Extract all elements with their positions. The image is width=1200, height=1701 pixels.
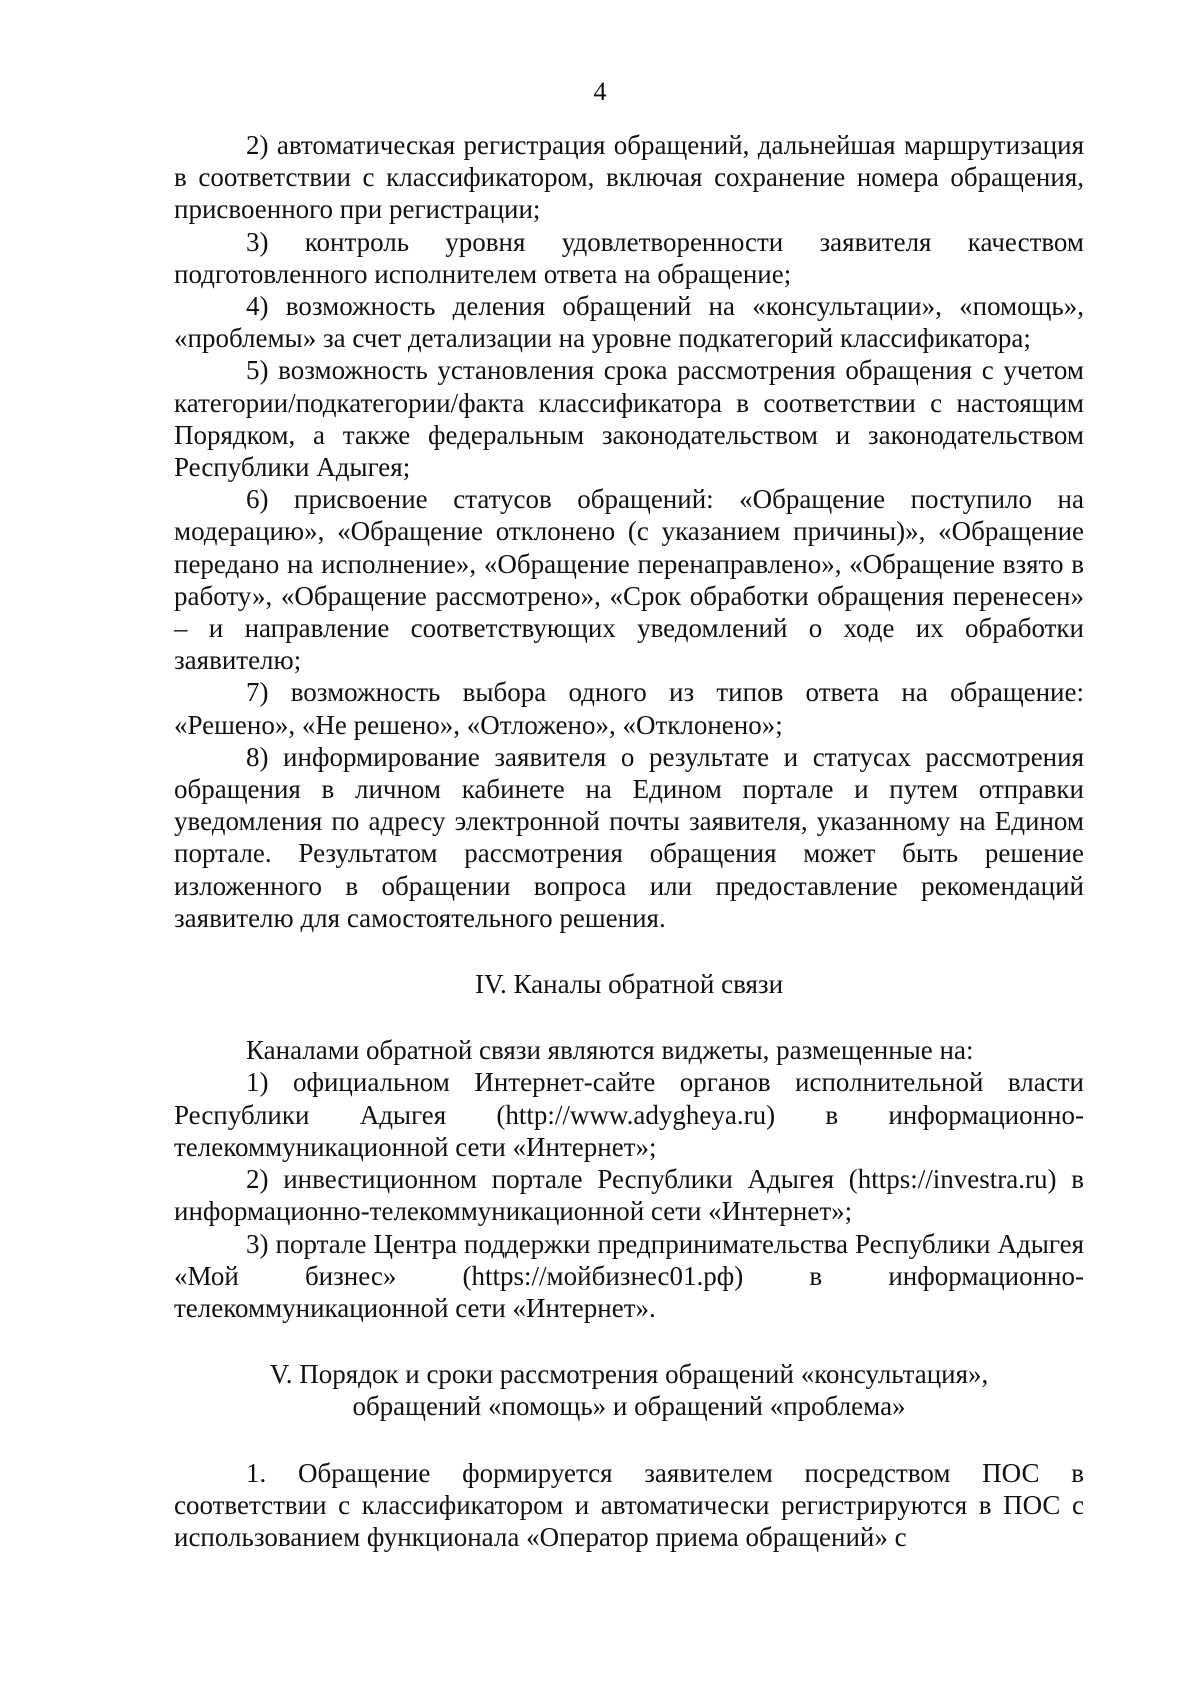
document-body xyxy=(174,129,1084,1553)
section-5-heading xyxy=(174,1358,1084,1422)
list-item-7: 7) возможность выбора одного из типов ответа на обращение: «Решено», «Не решено», «Отложено», «Отклонено»; xyxy=(174,677,1084,740)
section-5-heading-line-1: V. Порядок и сроки рассмотрения обращений «консультация», xyxy=(269,1359,989,1390)
list-item-5: 5) возможность установления срока рассмотрения обращения с учетом категории/подкатегории/факта классификатора в соответствии с настоящим Порядком, а также федеральным законодательством и законодательством Республики Адыгея; xyxy=(174,355,1084,483)
channel-item-2: 2) инвестиционном портале Республики Адыгея (https://investra.ru) в информационно-телекоммуникационной сети «Интернет»; xyxy=(174,1164,1084,1227)
section-4-intro: Каналами обратной связи являются виджеты, размещенные на: xyxy=(246,1035,974,1066)
list-item-3: 3) контроль уровня удовлетворенности заявителя качеством подготовленного исполнителем ответа на обращение; xyxy=(174,226,1084,289)
page-number: 4 xyxy=(593,77,607,106)
channel-item-1: 1) официальном Интернет-сайте органов исполнительной власти Республики Адыгея (http://www.adygheya.ru) в информационно-телекоммуникационной сети «Интернет»; xyxy=(174,1067,1084,1162)
section-4-heading: IV. Каналы обратной связи xyxy=(474,969,784,1000)
list-item-6: 6) присвоение статусов обращений: «Обращение поступило на модерацию», «Обращение отклонено (с указанием причины)», «Обращение передано на исполнение», «Обращение перенаправлено», «Обращение взято в работу», «Обращение рассмотрено», «Срок обработки обращения перенесен» – и направление соответствующих уведомлений о ходе их обработки заявителю; xyxy=(174,484,1084,676)
section-5-heading-line-2: обращений «помощь» и обращений «проблема» xyxy=(352,1391,906,1422)
section-5-paragraph-1: 1. Обращение формируется заявителем посредством ПОС в соответствии с классификатором и автоматически регистрируются в ПОС с использованием функционала «Оператор приема обращений» с xyxy=(174,1457,1084,1552)
list-item-8: 8) информирование заявителя о результате и статусах рассмотрения обращения в личном кабинете на Едином портале и путем отправки уведомления по адресу электронной почты заявителя, указанному на Едином портале. Результатом рассмотрения обращения может быть решение изложенного в обращении вопроса или предоставление рекомендаций заявителю для самостоятельного решения. xyxy=(174,741,1084,933)
channel-item-3: 3) портале Центра поддержки предпринимательства Республики Адыгея «Мой бизнес» (https://мойбизнес01.рф) в информационно-телекоммуникационной сети «Интернет». xyxy=(174,1228,1084,1323)
list-item-2: 2) автоматическая регистрация обращений, дальнейшая маршрутизация в соответствии с классификатором, включая сохранение номера обращения, присвоенного при регистрации; xyxy=(174,130,1084,225)
list-item-4: 4) возможность деления обращений на «консультации», «помощь», «проблемы» за счет детализации на уровне подкатегорий классификатора; xyxy=(174,291,1084,354)
